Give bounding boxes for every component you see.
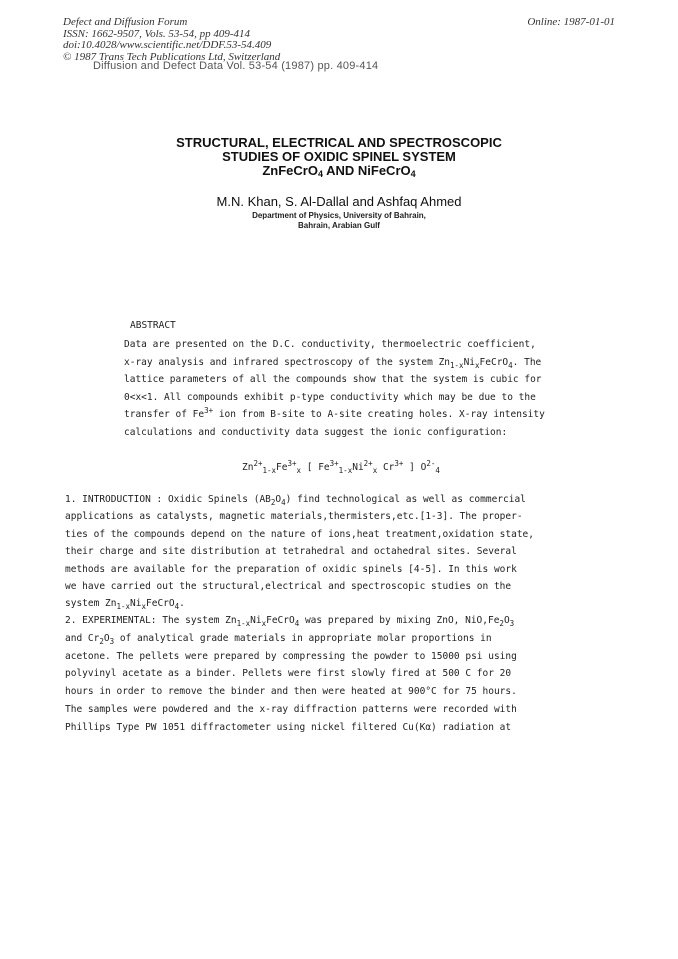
title-line-1: STRUCTURAL, ELECTRICAL AND SPECTROSCOPIC [176,135,502,150]
experimental-section [65,612,517,737]
intro-line: system $Zn_{1-x}Ni_xFeCrO_4$. [65,598,185,612]
online-date: Online: 1987-01-01 [527,16,615,28]
abstract-line: x-ray analysis and infrared spectroscopy of the system $Zn_{1-x}Ni_xFeCrO_4$. The [124,356,542,370]
title-line-3: ZnFeCrO$_4$ AND NiFeCrO$_4$ [262,163,416,179]
affiliation-line-2: Bahrain, Arabian Gulf [298,221,380,230]
experimental-line: The samples were powdered and the x-ray diffraction patterns were recorded with [65,703,517,715]
abstract-line: Data are presented on the D.C. conductivity, thermoelectric coefficient, [124,339,536,350]
experimental-line: 2. EXPERIMENTAL: The system $Zn_{1-x}Ni_xFeCrO_4$ was prepared by mixing ZnO, $NiO,Fe_2O_3$ [65,615,515,628]
experimental-line: Phillips Type PW 1051 diffractometer using nickel filtered Cu(Kα) radiation at [65,721,512,733]
introduction-section [65,491,534,613]
journal-name: Defect and Diffusion Forum [63,16,188,28]
author-list: M.N. Khan, S. Al-Dallal and Ashfaq Ahmed [216,194,462,209]
intro-line: 1. INTRODUCTION : Oxidic Spinels $(AB_2O_4)$ find technological as well as commercial [65,494,526,507]
cropped-running-head: Diffusion and Defect Data Vol. 53-54 (1987) pp. 409-414 [93,60,379,72]
intro-line: we have carried out the structural,electrical and spectroscopic studies on the [65,581,512,593]
experimental-line: polyvinyl acetate as a binder. Pellets were first slowly fired at 500 C for 20 [65,668,512,680]
intro-line: ties of the compounds depend on the nature of ions,heat treatment,oxidation state, [65,528,534,540]
intro-line: applications as catalysts, magnetic materials,thermisters,etc.[1-3]. The proper- [65,511,523,523]
experimental-line: hours in order to remove the binder and then were heated at 900°C for 75 hours. [65,686,517,698]
title-line-2: STUDIES OF OXIDIC SPINEL SYSTEM [222,149,456,164]
intro-line: their charge and site distribution at tetrahedral and octahedral sites. Several [65,546,517,558]
intro-line: methods are available for the preparation of oxidic spinels [4-5]. In this work [65,563,517,575]
abstract-heading: ABSTRACT [130,320,176,331]
affiliation-line-1: Department of Physics, University of Bahrain, [252,211,426,220]
abstract-line: transfer of $Fe^{3+}$ ion from B-site to A-site creating holes. X-ray intensity [124,406,545,421]
abstract-body [124,336,554,442]
abstract-line: calculations and conductivity data suggest the ionic configuration: [124,426,508,438]
copyright-line: © 1987 Trans Tech Publications Ltd, Switzerland [63,50,281,63]
doi-line: doi:10.4028/www.scientific.net/DDF.53-54.409 [63,39,272,51]
abstract-line: lattice parameters of all the compounds show that the system is cubic for [124,374,542,386]
journal-header [63,17,280,63]
experimental-line: acetone. The pellets were prepared by compressing the powder to 15000 psi using [65,650,517,662]
ionic-configuration-formula: $Zn^{2+}_{1-x}Fe^{3+}_x$ [ $Fe^{3+}_{1-x}Ni^{2+}_x$ $Cr^{3+}$ ] $O^{2-}_4$ [242,459,440,475]
abstract-line: 0<x<1. All compounds exhibit p-type conductivity which may be due to the [124,391,536,403]
affiliation [0,211,678,231]
experimental-line: and $Cr_2O_3$ of analytical grade materials in appropriate molar proportions in [65,632,492,646]
paper-title [0,136,678,178]
issn-line: ISSN: 1662-9507, Vols. 53-54, pp 409-414 [63,27,250,40]
